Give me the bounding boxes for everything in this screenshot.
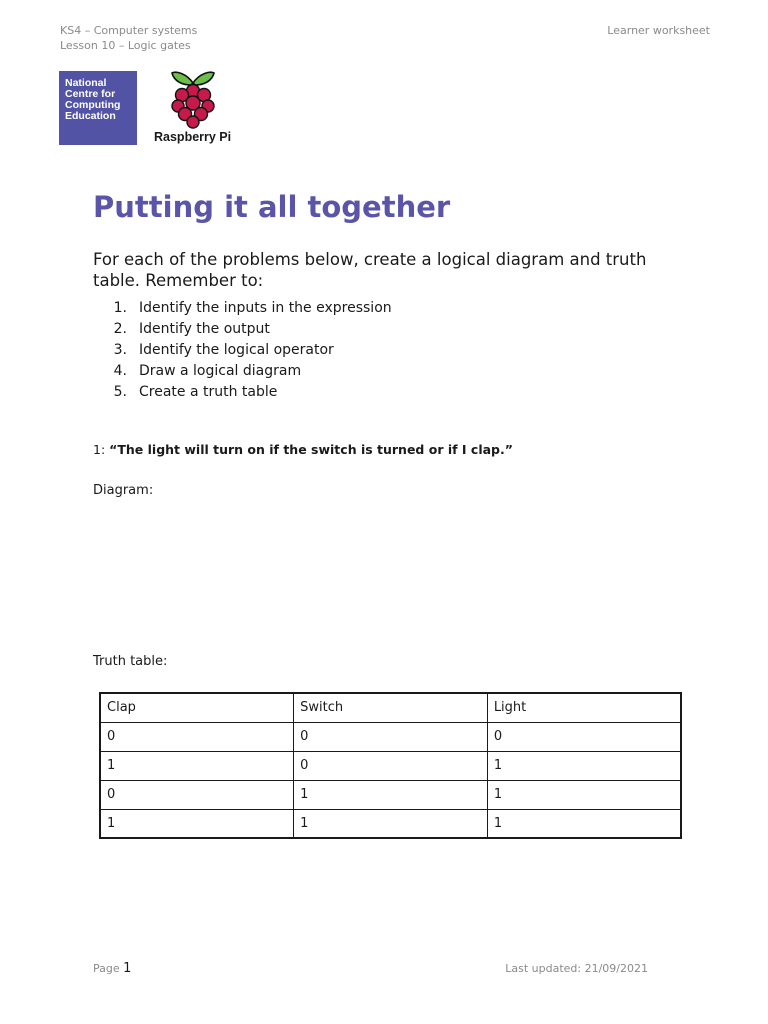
table-row [100, 722, 681, 751]
step-text: Identify the output [139, 321, 270, 337]
table-cell: 1 [487, 809, 681, 838]
raspberry-pi-wordmark: Raspberry Pi [154, 130, 232, 144]
step-number: 5. [113, 384, 127, 400]
step-text: Identify the inputs in the expression [139, 300, 392, 316]
page-title: Putting it all together [93, 190, 451, 224]
course-title: KS4 – Computer systems [60, 24, 198, 37]
truth-table-label: Truth table: [93, 654, 168, 669]
list-item [93, 382, 392, 403]
table-cell: 1 [100, 751, 294, 780]
problem-quote: “The light will turn on if the switch is turned or if I clap.” [109, 442, 513, 457]
step-text: Draw a logical diagram [139, 363, 302, 379]
table-cell: 0 [294, 751, 488, 780]
list-item [93, 361, 392, 382]
table-cell: 0 [100, 722, 294, 751]
ncce-logo-line: Education [65, 110, 116, 122]
table-cell: 1 [487, 751, 681, 780]
last-updated: Last updated: 21/09/2021 [505, 962, 648, 975]
table-cell: 1 [294, 780, 488, 809]
problem-statement [93, 442, 513, 457]
table-row [100, 780, 681, 809]
table-cell: 0 [100, 780, 294, 809]
table-header-cell: Light [487, 693, 681, 722]
page-number: 1 [123, 961, 132, 976]
ncce-logo-line: Computing [65, 99, 121, 111]
header-left [60, 23, 197, 53]
step-number: 4. [113, 363, 127, 379]
diagram-area[interactable] [93, 505, 683, 645]
lesson-title: Lesson 10 – Logic gates [60, 39, 191, 52]
steps-list [93, 298, 392, 403]
table-header-cell: Clap [100, 693, 294, 722]
table-row [100, 751, 681, 780]
diagram-label: Diagram: [93, 483, 154, 498]
table-cell: 1 [100, 809, 294, 838]
step-text: Create a truth table [139, 384, 278, 400]
step-number: 1. [113, 300, 127, 316]
table-cell: 1 [487, 780, 681, 809]
intro-text: For each of the problems below, create a logical diagram and truth table. Remember to: [93, 250, 647, 290]
table-row [100, 809, 681, 838]
table-cell: 0 [487, 722, 681, 751]
step-text: Identify the logical operator [139, 342, 334, 358]
doc-type-label: Learner worksheet [607, 24, 710, 37]
ncce-logo [59, 71, 137, 145]
table-cell: 0 [294, 722, 488, 751]
table-header-cell: Switch [294, 693, 488, 722]
table-cell: 1 [294, 809, 488, 838]
step-number: 3. [113, 342, 127, 358]
ncce-logo-line: National [65, 77, 107, 89]
list-item [93, 298, 392, 319]
step-number: 2. [113, 321, 127, 337]
page-label: Page [93, 962, 120, 975]
table-header-row [100, 693, 681, 722]
page-footer [93, 961, 131, 976]
truth-table [99, 692, 682, 839]
raspberry-pi-icon [166, 69, 220, 129]
list-item [93, 319, 392, 340]
ncce-logo-line: Centre for [65, 88, 116, 100]
list-item [93, 340, 392, 361]
problem-number: 1: [93, 442, 106, 457]
